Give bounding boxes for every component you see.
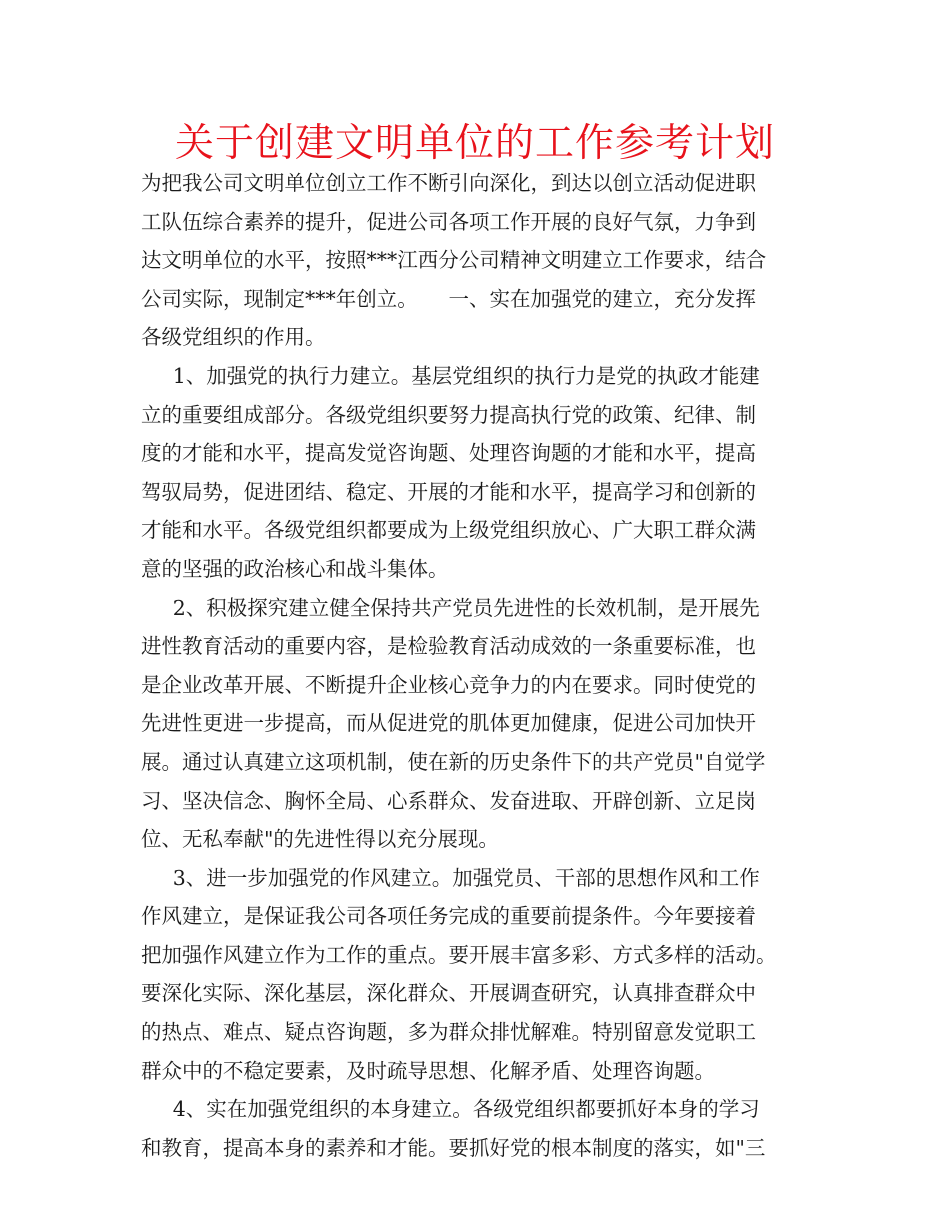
paragraph-line: 是企业改革开展、不断提升企业核心竞争力的内在要求。同时使党的 bbox=[141, 672, 756, 697]
paragraph-line: 意的坚强的政治核心和战斗集体。 bbox=[141, 556, 449, 581]
paragraph-line: 作风建立，是保证我公司各项任务完成的重要前提条件。今年要接着 bbox=[141, 904, 756, 929]
paragraph-line: 把加强作风建立作为工作的重点。要开展丰富多彩、方式多样的活动。 bbox=[141, 942, 777, 967]
paragraph-line: 位、无私奉献"的先进性得以充分展现。 bbox=[141, 827, 499, 852]
paragraph-line: 的热点、难点、疑点咨询题，多为群众排忧解难。特别留意发觉职工 bbox=[141, 1020, 756, 1045]
paragraph-line: 1、加强党的执行力建立。基层党组织的执行力是党的执政才能建 bbox=[172, 363, 760, 388]
paragraph-line: 驾驭局势，促进团结、稳定、开展的才能和水平，提高学习和创新的 bbox=[141, 479, 756, 504]
paragraph-line: 和教育，提高本身的素养和才能。要抓好党的根本制度的落实，如"三 bbox=[141, 1135, 766, 1160]
paragraph-line: 先进性更进一步提高，而从促进党的肌体更加健康，促进公司加快开 bbox=[141, 711, 756, 736]
paragraph-line: 4、实在加强党组织的本身建立。各级党组织都要抓好本身的学习 bbox=[172, 1097, 760, 1122]
paragraph-3 bbox=[141, 589, 827, 859]
page-title: 关于创建文明单位的工作参考计划 bbox=[174, 121, 775, 166]
paragraph-line: 群众中的不稳定要素，及时疏导思想、化解矛盾、处理咨询题。 bbox=[141, 1058, 715, 1083]
paragraph-4 bbox=[141, 859, 827, 1091]
paragraph-5 bbox=[141, 1090, 827, 1167]
paragraph-line: 习、坚决信念、胸怀全局、心系群众、发奋进取、开辟创新、立足岗 bbox=[141, 788, 756, 813]
paragraph-1 bbox=[141, 164, 827, 357]
paragraph-line: 2、积极探究建立健全保持共产党员先进性的长效机制，是开展先 bbox=[172, 595, 760, 620]
document-body bbox=[141, 164, 827, 1167]
paragraph-line: 展。通过认真建立这项机制，使在新的历史条件下的共产党员"自觉学 bbox=[141, 749, 766, 774]
paragraph-line: 公司实际，现制定***年创立。 一、实在加强党的建立，充分发挥 bbox=[141, 286, 756, 311]
paragraph-line: 3、进一步加强党的作风建立。加强党员、干部的思想作风和工作 bbox=[172, 865, 760, 890]
paragraph-line: 各级党组织的作用。 bbox=[141, 325, 326, 350]
paragraph-line: 进性教育活动的重要内容，是检验教育活动成效的一条重要标准，也 bbox=[141, 634, 756, 659]
paragraph-line: 为把我公司文明单位创立工作不断引向深化，到达以创立活动促进职 bbox=[141, 171, 756, 195]
paragraph-line: 度的才能和水平，提高发觉咨询题、处理咨询题的才能和水平，提高 bbox=[141, 441, 756, 466]
paragraph-line: 达文明单位的水平，按照***江西分公司精神文明建立工作要求，结合 bbox=[141, 248, 767, 273]
paragraph-line: 才能和水平。各级党组织都要成为上级党组织放心、广大职工群众满 bbox=[141, 518, 756, 543]
paragraph-line: 要深化实际、深化基层，深化群众、开展调查研究，认真排查群众中 bbox=[141, 981, 756, 1006]
paragraph-line: 立的重要组成部分。各级党组织要努力提高执行党的政策、纪律、制 bbox=[141, 402, 756, 427]
paragraph-2 bbox=[141, 357, 827, 589]
paragraph-line: 工队伍综合素养的提升，促进公司各项工作开展的良好气氛，力争到 bbox=[141, 209, 756, 234]
